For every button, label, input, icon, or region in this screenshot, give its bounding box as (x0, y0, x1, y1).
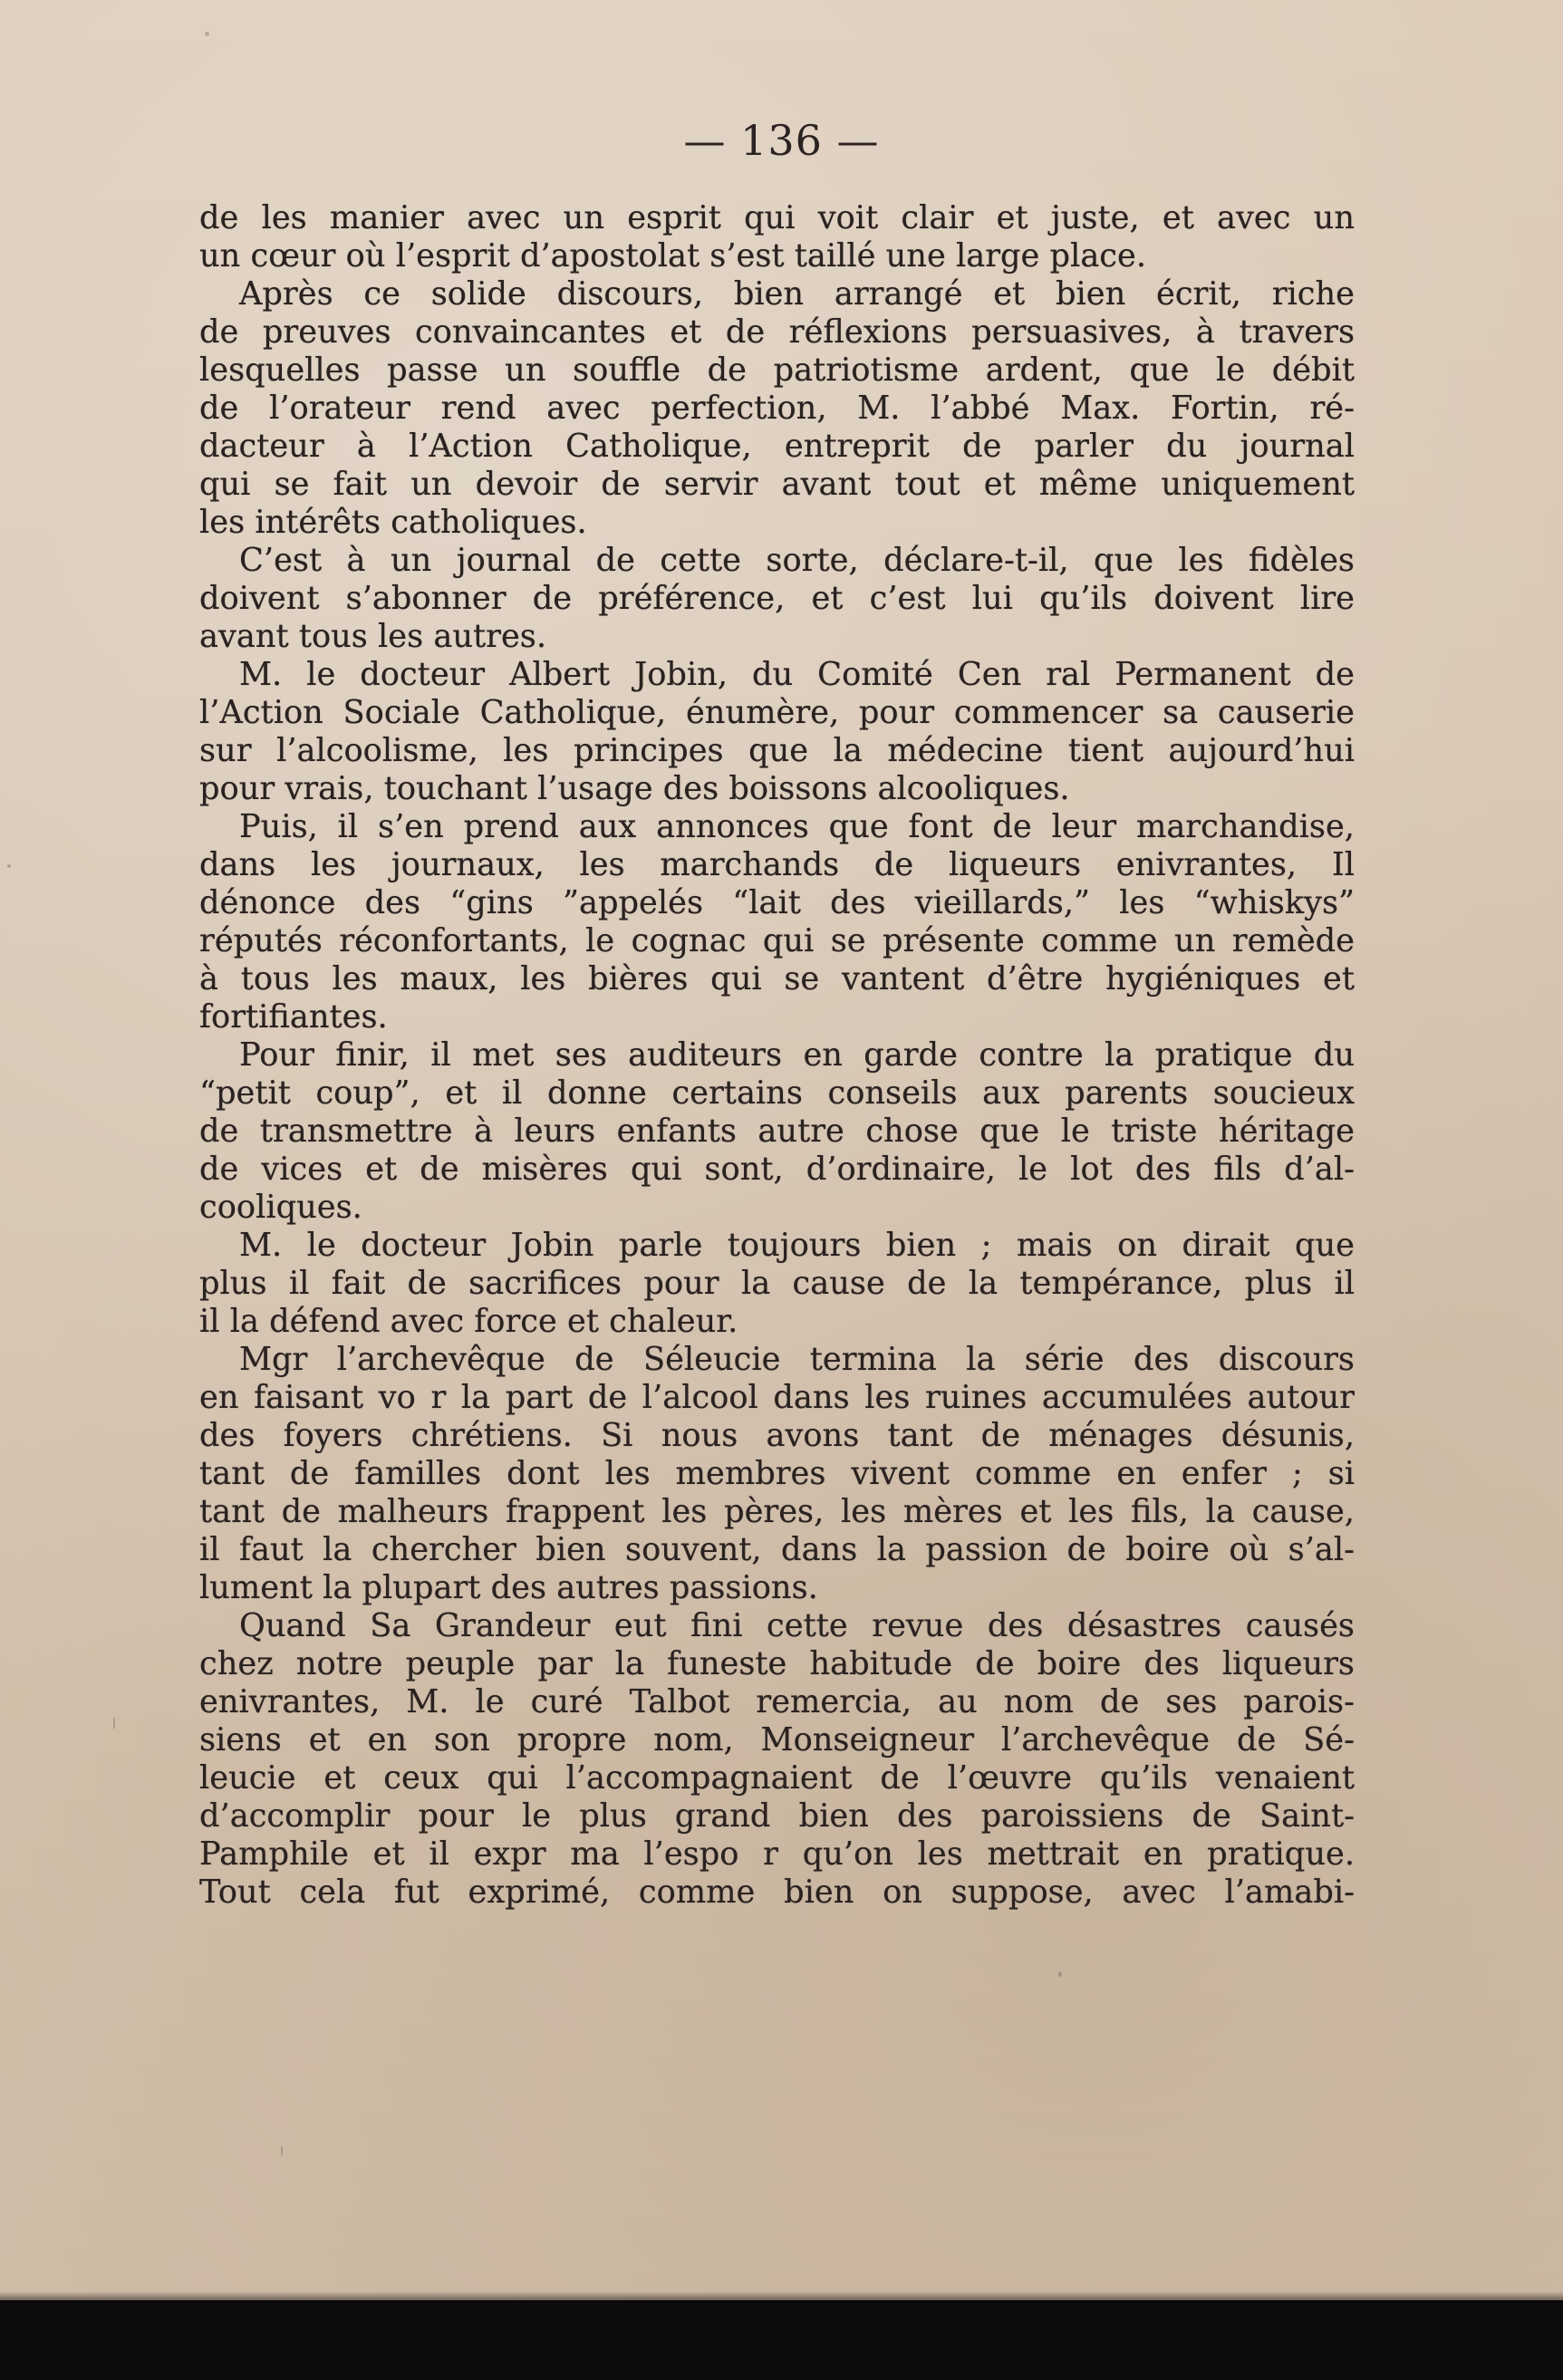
body-text (199, 199, 1355, 1912)
text-line: il faut la chercher bien souvent, dans la passion de boire où s’al- (199, 1531, 1355, 1568)
text-line: de l’orateur rend avec perfection, M. l’abbé Max. Fortin, ré- (199, 390, 1355, 427)
text-line: un cœur où l’esprit d’apostolat s’est taillé une large place. (199, 237, 1147, 275)
text-line: réputés réconfortants, le cognac qui se présente comme un remède (199, 922, 1355, 959)
text-line: siens et en son propre nom, Monseigneur l’archevêque de Sé- (199, 1721, 1355, 1759)
text-line: Mgr l’archevêque de Séleucie termina la série des discours (239, 1341, 1355, 1378)
text-line: enivrantes, M. le curé Talbot remercia, au nom de ses parois- (199, 1683, 1355, 1720)
text-line: lesquelles passe un souffle de patriotisme ardent, que le débit (199, 352, 1355, 389)
paper-speck (113, 1717, 115, 1730)
text-line: à tous les maux, les bières qui se vantent d’être hygiéniques et (199, 960, 1355, 997)
text-line: Puis, il s’en prend aux annonces que font de leur marchandise, (239, 808, 1355, 845)
text-line: Pamphile et il expr ma l’espo r qu’on les mettrait en pratique. (199, 1836, 1355, 1873)
text-line: M. le docteur Albert Jobin, du Comité Cen ral Permanent de (239, 656, 1355, 693)
paper-speck (1058, 1971, 1062, 1977)
text-line: doivent s’abonner de préférence, et c’est lui qu’ils doivent lire (199, 580, 1355, 617)
text-line: dans les journaux, les marchands de liqueurs enivrantes, Il (199, 846, 1355, 883)
text-line: cooliques. (199, 1189, 362, 1226)
text-line: tant de malheurs frappent les pères, les mères et les fils, la cause, (199, 1493, 1355, 1530)
text-line: de les manier avec un esprit qui voit clair et juste, et avec un (199, 199, 1355, 236)
text-line: lument la plupart des autres passions. (199, 1569, 818, 1606)
text-line: l’Action Sociale Catholique, énumère, pour commencer sa causerie (199, 694, 1355, 731)
text-line: M. le docteur Jobin parle toujours bien ; mais on dirait que (239, 1227, 1355, 1264)
text-line: des foyers chrétiens. Si nous avons tant de ménages désunis, (199, 1417, 1355, 1454)
paper-speck (7, 864, 11, 868)
text-line: les intérêts catholiques. (199, 504, 587, 541)
text-line: de transmettre à leurs enfants autre chose que le triste héritage (199, 1113, 1355, 1150)
paper-speck (281, 2145, 283, 2156)
text-line: avant tous les autres. (199, 618, 547, 655)
text-line: de preuves convaincantes et de réflexions persuasives, à travers (199, 313, 1355, 351)
text-line: dénonce des “gins ”appelés “lait des vieillards,” les “whiskys” (199, 884, 1355, 921)
text-line: “petit coup”, et il donne certains conseils aux parents soucieux (199, 1074, 1355, 1112)
page-number: — 136 — (683, 116, 880, 165)
text-line: plus il fait de sacrifices pour la cause de la tempérance, plus il (199, 1265, 1355, 1302)
text-line: dacteur à l’Action Catholique, entreprit de parler du journal (199, 428, 1355, 465)
text-line: de vices et de misères qui sont, d’ordinaire, le lot des fils d’al- (199, 1151, 1355, 1188)
text-line: Après ce solide discours, bien arrangé et bien écrit, riche (239, 275, 1355, 313)
text-line: sur l’alcoolisme, les principes que la médecine tient aujourd’hui (199, 732, 1355, 769)
text-line: en faisant vo r la part de l’alcool dans les ruines accumulées autour (199, 1379, 1355, 1416)
text-line: qui se fait un devoir de servir avant tout et même uniquement (199, 466, 1355, 503)
text-line: d’accomplir pour le plus grand bien des paroissiens de Saint- (199, 1797, 1355, 1835)
text-line: pour vrais, touchant l’usage des boissons alcooliques. (199, 770, 1070, 807)
text-line: Pour finir, il met ses auditeurs en garde contre la pratique du (239, 1036, 1355, 1074)
text-line: fortifiantes. (199, 998, 388, 1036)
scan-bottom-band (0, 2300, 1563, 2380)
text-line: C’est à un journal de cette sorte, déclare-t-il, que les fidèles (239, 542, 1355, 579)
paper-speck (205, 32, 209, 36)
text-line: Tout cela fut exprimé, comme bien on suppose, avec l’amabi- (199, 1874, 1355, 1911)
text-line: leucie et ceux qui l’accompagnaient de l’œuvre qu’ils venaient (199, 1759, 1355, 1797)
text-line: tant de familles dont les membres vivent comme en enfer ; si (199, 1455, 1355, 1492)
text-line: Quand Sa Grandeur eut fini cette revue des désastres causés (239, 1607, 1355, 1644)
text-line: chez notre peuple par la funeste habitude de boire des liqueurs (199, 1645, 1355, 1682)
text-line: il la défend avec force et chaleur. (199, 1303, 738, 1340)
